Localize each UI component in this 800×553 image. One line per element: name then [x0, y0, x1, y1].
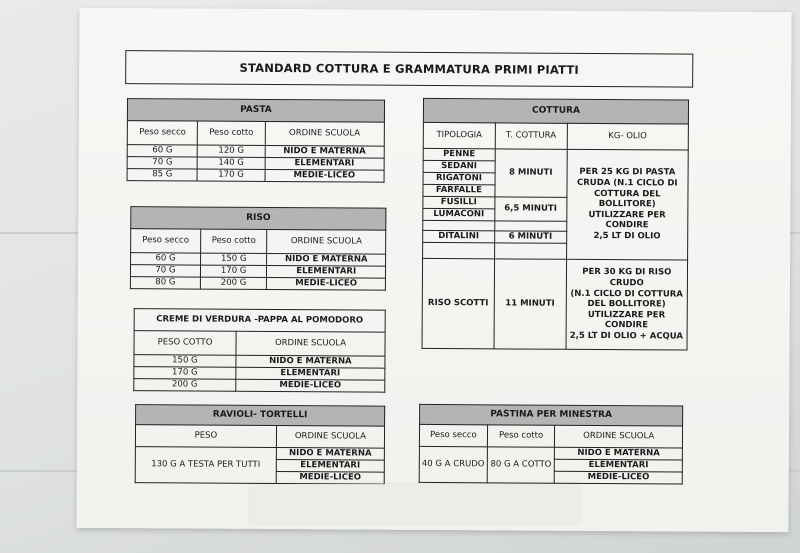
- cell: SEDANI: [423, 160, 495, 172]
- cell: 170 G: [200, 265, 267, 277]
- cell: PENNE: [423, 148, 495, 160]
- col-header: PESO COTTO: [134, 331, 236, 356]
- cell: MEDIE-LICEO: [236, 379, 385, 392]
- olio-line: UTILIZZARE PER CONDIRE: [588, 209, 666, 231]
- cell: 40 G A CRUDO: [419, 446, 487, 482]
- col-header: TIPOLOGIA: [423, 122, 495, 148]
- olio-line: (N.1 CICLO DI COTTURA: [570, 288, 683, 300]
- cottura-table: [422, 98, 690, 351]
- col-header: Peso secco: [131, 229, 201, 253]
- col-header: ORDINE SCUOLA: [276, 426, 384, 449]
- riso-table: [130, 206, 387, 291]
- cell: LUMACONI: [423, 208, 495, 220]
- cell: RISO SCOTTI: [422, 258, 494, 348]
- pasta-table: [127, 98, 386, 183]
- cell: MEDIE-LICEO: [555, 471, 683, 484]
- ravioli-peso: 130 G A TESTA PER TUTTI: [135, 447, 276, 484]
- olio-line: DEL BOLLITORE): [587, 299, 666, 310]
- cell: ELEMENTARI: [555, 459, 683, 472]
- cell: 150 G: [200, 253, 267, 265]
- col-header: Peso secco: [419, 424, 487, 446]
- table-row: [134, 379, 385, 393]
- cell: FUSILLI: [423, 196, 495, 208]
- col-header: Peso cotto: [487, 425, 555, 447]
- cottura-title: COTTURA: [423, 98, 688, 124]
- cell: 200 G: [134, 379, 236, 392]
- creme-table: [133, 308, 386, 393]
- time-cell: 6 MINUTI: [494, 231, 566, 243]
- cell: 170 G: [197, 169, 264, 181]
- cell: 70 G: [130, 265, 200, 277]
- cell: [495, 221, 567, 231]
- col-header: Peso cotto: [198, 121, 265, 145]
- cell: NIDO E MATERNA: [265, 145, 385, 158]
- cell: ELEMENTARI: [267, 265, 386, 278]
- col-header: ORDINE SCUOLA: [236, 331, 385, 356]
- creme-title: CREME DI VERDURA -PAPPA AL POMODORO: [134, 309, 385, 333]
- cell: 200 G: [200, 277, 267, 289]
- adhesive-tape: [250, 484, 580, 524]
- cell: 60 G: [127, 145, 198, 157]
- col-header: PESO: [135, 425, 276, 448]
- cell: 170 G: [134, 367, 236, 380]
- cell: 150 G: [134, 355, 236, 368]
- col-header: KG- OLIO: [567, 123, 689, 150]
- cell: ELEMENTARI: [265, 157, 385, 170]
- riso-title: RISO: [131, 207, 386, 231]
- cell: MEDIE-LICEO: [265, 169, 385, 182]
- cell: NIDO E MATERNA: [267, 253, 386, 266]
- col-header: Peso secco: [127, 121, 198, 145]
- cell: NIDO E MATERNA: [555, 447, 683, 460]
- cell: 80 G: [130, 277, 200, 289]
- olio-line: COTTURA DEL BOLLITORE): [593, 188, 661, 210]
- cell: [423, 220, 495, 230]
- cell: ELEMENTARI: [236, 367, 385, 380]
- olio-pasta-cell: [566, 149, 688, 260]
- olio-line: UTILIZZARE PER CONDIRE: [587, 309, 666, 331]
- cell: MEDIE-LICEO: [267, 277, 386, 290]
- olio-line: PER 25 KG DI PASTA: [579, 167, 676, 178]
- table-row: [130, 277, 385, 291]
- col-header: ORDINE SCUOLA: [555, 425, 683, 448]
- cell: NIDO E MATERNA: [236, 355, 385, 368]
- pasta-title: PASTA: [127, 99, 384, 123]
- cell: 70 G: [127, 157, 198, 169]
- cell: 80 G A COTTO: [487, 447, 555, 483]
- cell: DITALINI: [423, 230, 495, 242]
- pastina-table: [419, 404, 683, 485]
- pastina-title: PASTINA PER MINESTRA: [420, 404, 683, 426]
- olio-line: PER 30 KG DI RISO CRUDO: [582, 267, 672, 289]
- cell: ELEMENTARI: [276, 460, 384, 473]
- col-header: ORDINE SCUOLA: [265, 121, 385, 146]
- cell: [423, 242, 495, 258]
- cell: MEDIE-LICEO: [276, 472, 384, 485]
- olio-riso-cell: [566, 259, 688, 350]
- table-row: [127, 169, 384, 183]
- time-cell: 11 MINUTI: [494, 259, 566, 349]
- ravioli-table: [135, 404, 385, 485]
- cell: RIGATONI: [423, 172, 495, 184]
- ravioli-title: RAVIOLI- TORTELLI: [136, 405, 385, 427]
- col-header: Peso cotto: [200, 229, 267, 253]
- olio-line: 2,5 LT DI OLIO + ACQUA: [569, 330, 684, 342]
- cell: 140 G: [198, 157, 265, 169]
- cell: FARFALLE: [423, 184, 495, 196]
- printed-sheet: [76, 8, 791, 532]
- col-header: T. COTTURA: [495, 123, 567, 149]
- cell: NIDO E MATERNA: [276, 448, 384, 461]
- olio-line: CRUDA (N.1 CICLO DI: [577, 177, 678, 189]
- sheet-title: STANDARD COTTURA E GRAMMATURA PRIMI PIATTI: [125, 50, 693, 87]
- cell: 85 G: [127, 169, 198, 181]
- time-cell: 6,5 MINUTI: [495, 197, 567, 221]
- cell: 60 G: [131, 253, 201, 265]
- time-cell: 8 MINUTI: [495, 149, 567, 197]
- cell: 120 G: [198, 145, 265, 157]
- olio-line: 2,5 LT DI OLIO: [593, 231, 661, 242]
- cell: [494, 243, 566, 259]
- col-header: ORDINE SCUOLA: [267, 229, 386, 254]
